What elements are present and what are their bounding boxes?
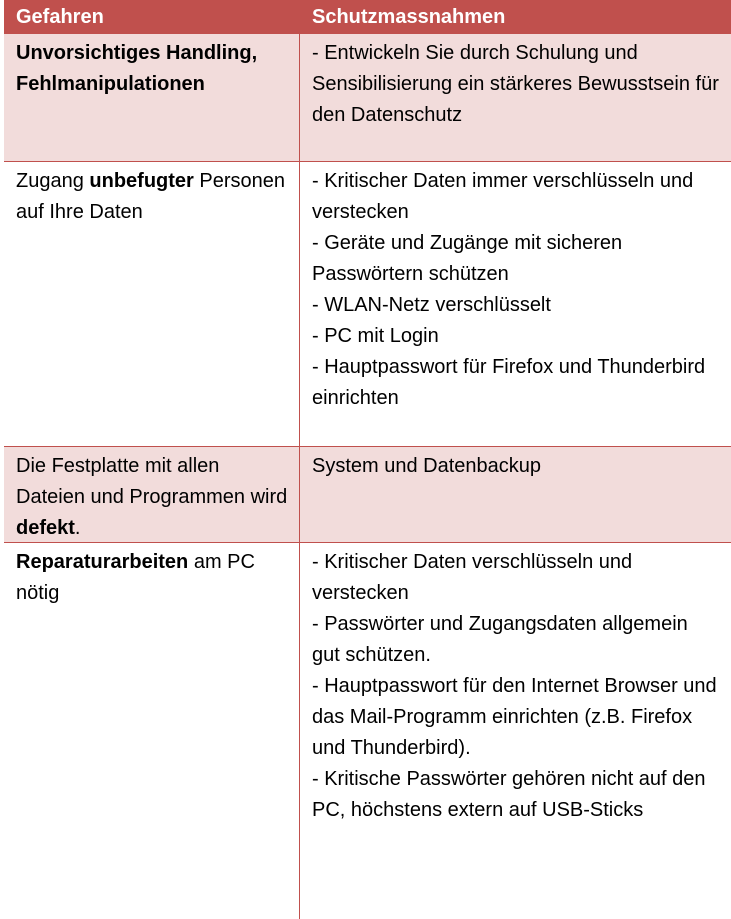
table-row [4, 446, 731, 542]
table-row [4, 542, 731, 919]
danger-cell [4, 34, 300, 161]
danger-emphasis: unbefugter [89, 170, 194, 192]
danger-cell: Zugang unbefugter Personen auf Ihre Daten [4, 162, 300, 446]
measure-item: - Passwörter und Zugangsdaten allgemein gut schützen. [312, 613, 688, 666]
measure-item: - PC mit Login [312, 325, 439, 347]
header-schutzmassnahmen: Schutzmassnahmen [312, 6, 506, 28]
table-row [4, 33, 731, 161]
measure-item: - Geräte und Zugänge mit sicheren Passwörtern schützen [312, 232, 623, 285]
measures-cell [300, 34, 731, 161]
danger-emphasis: Reparaturarbeiten [16, 551, 189, 573]
measure-item: - Hauptpasswort für Firefox und Thunderbird einrichten [312, 356, 706, 409]
protection-table [4, 0, 731, 919]
table-header [4, 0, 731, 33]
measure-item: - WLAN-Netz verschlüsselt [312, 294, 551, 316]
danger-emphasis: Unvorsichtiges Handling, Fehlmanipulationen [16, 42, 258, 95]
danger-cell: Reparaturarbeiten am PC nötig [4, 543, 300, 919]
measures-cell [300, 162, 731, 446]
measures-cell [300, 447, 731, 542]
danger-cell: Die Festplatte mit allen Dateien und Programmen wird defekt. [4, 447, 300, 542]
measures-cell [300, 543, 731, 919]
measure-item: - Kritischer Daten verschlüsseln und verstecken [312, 551, 633, 604]
danger-emphasis: defekt [16, 517, 75, 539]
header-gefahren: Gefahren [16, 6, 104, 28]
measure-item: System und Datenbackup [312, 455, 542, 477]
measure-item: - Kritische Passwörter gehören nicht auf den PC, höchstens extern auf USB-Sticks [312, 768, 706, 821]
measure-item: - Hauptpasswort für den Internet Browser und das Mail-Programm einrichten (z.B. Firefox und Thunderbird). [312, 675, 717, 759]
measure-item: - Kritischer Daten immer verschlüsseln und verstecken [312, 170, 694, 223]
measure-item: - Entwickeln Sie durch Schulung und Sensibilisierung ein stärkeres Bewusstsein für den Datenschutz [312, 42, 719, 126]
table-row [4, 161, 731, 446]
